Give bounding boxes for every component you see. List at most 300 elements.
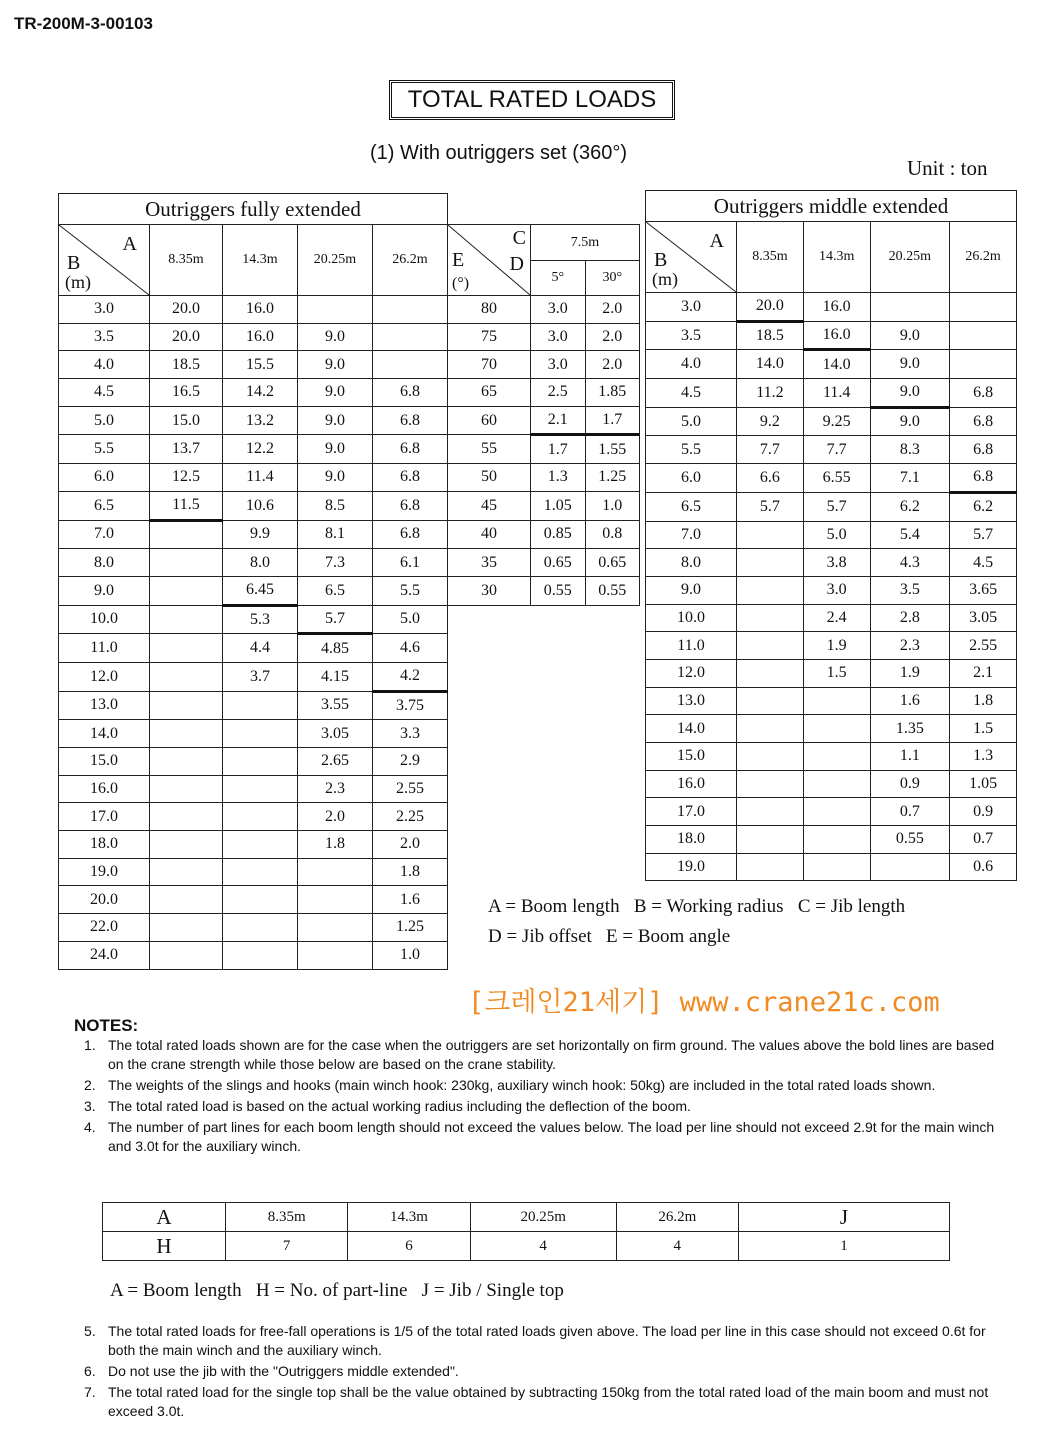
load-cell	[737, 826, 804, 854]
load-cell	[298, 914, 373, 942]
middle-corner-cell	[646, 222, 737, 293]
load-cell	[737, 770, 804, 798]
fully-extended-header: Outriggers fully extended	[59, 194, 448, 225]
note-text: The total rated load is based on the actual working radius including the deflection of the boom.	[108, 1098, 691, 1114]
load-cell: 7.3	[298, 549, 373, 577]
load-cell: 8.0	[223, 549, 298, 577]
table-row	[59, 748, 640, 776]
radius-cell: 19.0	[59, 858, 150, 886]
note-text: The number of part lines for each boom length should not exceed the values below. The load per line should not exceed 2.9t for the main winch and 3.0t for the auxiliary winch.	[108, 1119, 995, 1154]
table-row	[646, 521, 1017, 549]
corner-m-label: (m)	[65, 272, 91, 292]
part-boom-cell: J	[739, 1203, 950, 1232]
radius-cell: 4.0	[646, 350, 737, 379]
table-row	[59, 406, 640, 435]
radius-cell: 6.5	[59, 491, 150, 520]
load-cell: 4.2	[373, 662, 448, 691]
load-cell: 6.8	[373, 379, 448, 407]
load-cell: 6.8	[373, 406, 448, 435]
load-cell	[223, 691, 298, 720]
table-row	[59, 464, 640, 492]
radius-cell: 15.0	[59, 748, 150, 776]
boom-col-header: 14.3m	[223, 225, 298, 296]
load-cell: 6.8	[373, 464, 448, 492]
load-cell: 1.5	[950, 715, 1017, 743]
load-cell: 3.3	[373, 720, 448, 748]
jib-load-cell: 0.55	[531, 576, 586, 605]
note-item	[84, 1362, 1004, 1381]
table-row	[646, 350, 1017, 379]
load-cell: 3.05	[298, 720, 373, 748]
note-number: 2.	[84, 1077, 96, 1093]
load-cell	[737, 798, 804, 826]
load-cell: 5.7	[737, 492, 804, 521]
load-cell: 3.65	[950, 576, 1017, 604]
table-row	[59, 634, 640, 663]
part-row-header: H	[103, 1232, 226, 1261]
radius-cell: 24.0	[59, 941, 150, 969]
radius-cell: 16.0	[59, 775, 150, 803]
part-count-cell: 7	[226, 1232, 348, 1261]
load-cell	[803, 826, 870, 854]
load-cell: 2.0	[298, 803, 373, 831]
table-row	[646, 549, 1017, 577]
jib-load-cell: 0.55	[585, 576, 640, 605]
boom-angle-cell: 70	[448, 351, 531, 379]
radius-cell: 14.0	[59, 720, 150, 748]
load-cell: 20.0	[150, 296, 223, 324]
table-row	[646, 715, 1017, 743]
load-cell: 12.2	[223, 435, 298, 464]
radius-cell: 4.5	[646, 379, 737, 408]
load-cell	[803, 743, 870, 771]
load-cell	[150, 831, 223, 859]
jib-header-spacer	[448, 194, 640, 225]
load-cell: 5.0	[803, 521, 870, 549]
blank-cell	[448, 858, 640, 886]
load-cell	[803, 798, 870, 826]
load-cell	[298, 296, 373, 324]
table-row	[59, 435, 640, 464]
note-item	[84, 1097, 1004, 1116]
jib-load-cell: 1.0	[585, 491, 640, 520]
watermark: [크레인21세기] www.crane21c.com	[468, 987, 940, 1018]
load-cell	[223, 858, 298, 886]
load-cell	[150, 858, 223, 886]
load-cell	[737, 853, 804, 881]
table-row	[646, 464, 1017, 493]
note-number: 1.	[84, 1037, 96, 1053]
load-cell: 14.0	[737, 350, 804, 379]
table-row	[59, 549, 640, 577]
jib-d-label: D	[509, 253, 524, 275]
radius-cell: 12.0	[59, 662, 150, 691]
load-cell	[737, 715, 804, 743]
load-cell: 1.5	[803, 659, 870, 687]
load-cell: 6.55	[803, 464, 870, 493]
jib-offset-header: 30°	[602, 270, 623, 285]
load-cell: 0.7	[870, 798, 950, 826]
boom-angle-cell: 40	[448, 520, 531, 549]
middle-extended-table	[645, 190, 1017, 881]
load-cell	[223, 748, 298, 776]
load-cell: 2.8	[870, 604, 950, 632]
load-cell	[803, 853, 870, 881]
jib-deg-label: (°)	[452, 275, 470, 292]
note-text: The total rated loads shown are for the case when the outriggers are set horizontally on firm ground. The values above the bold lines are based on the crane strength while those below are based on the crane stability.	[108, 1037, 995, 1072]
load-cell: 1.8	[298, 831, 373, 859]
table-row	[646, 687, 1017, 715]
radius-cell: 9.0	[59, 576, 150, 605]
table-row	[59, 576, 640, 605]
note-number: 3.	[84, 1098, 96, 1114]
load-cell: 2.65	[298, 748, 373, 776]
load-cell: 9.0	[870, 350, 950, 379]
note-item	[84, 1118, 1004, 1156]
boom-col-header: 14.3m	[803, 222, 870, 293]
load-cell	[223, 941, 298, 969]
load-cell: 11.4	[803, 379, 870, 408]
radius-cell: 10.0	[59, 605, 150, 634]
load-cell: 1.1	[870, 743, 950, 771]
load-cell: 5.4	[870, 521, 950, 549]
document-id: TR-200M-3-00103	[14, 14, 153, 33]
radius-cell: 8.0	[59, 549, 150, 577]
load-cell	[298, 886, 373, 914]
note-item	[84, 1076, 1004, 1095]
load-cell	[737, 659, 804, 687]
radius-cell: 13.0	[59, 691, 150, 720]
load-cell: 1.35	[870, 715, 950, 743]
radius-cell: 3.5	[646, 321, 737, 350]
blank-cell	[448, 748, 640, 776]
blank-cell	[448, 775, 640, 803]
boom-col-header: 20.25m	[298, 225, 373, 296]
load-cell	[803, 715, 870, 743]
load-cell: 6.2	[870, 492, 950, 521]
radius-cell: 4.0	[59, 351, 150, 379]
table-row	[646, 632, 1017, 660]
load-cell: 16.0	[803, 321, 870, 350]
table-row	[59, 775, 640, 803]
load-cell: 9.0	[870, 321, 950, 350]
load-cell: 0.6	[950, 853, 1017, 881]
radius-cell: 9.0	[646, 576, 737, 604]
note-number: 5.	[84, 1323, 96, 1339]
load-cell: 7.1	[870, 464, 950, 493]
load-cell: 14.0	[803, 350, 870, 379]
load-cell: 7.7	[737, 436, 804, 464]
load-cell	[737, 521, 804, 549]
jib-load-cell: 2.0	[585, 351, 640, 379]
load-cell	[803, 770, 870, 798]
load-cell: 0.7	[950, 826, 1017, 854]
radius-cell: 5.0	[59, 406, 150, 435]
jib-load-cell: 1.7	[585, 406, 640, 435]
load-cell: 6.8	[373, 491, 448, 520]
load-cell: 6.45	[223, 576, 298, 605]
corner-m-label: (m)	[652, 269, 678, 289]
part-boom-cell: 26.2m	[616, 1203, 738, 1232]
radius-cell: 4.5	[59, 379, 150, 407]
radius-cell: 19.0	[646, 853, 737, 881]
jib-load-cell: 2.0	[585, 323, 640, 351]
part-count-cell: 4	[470, 1232, 616, 1261]
corner-b-label: B	[67, 252, 81, 274]
part-lines-table	[102, 1202, 950, 1261]
full-corner-cell	[59, 225, 150, 296]
load-cell: 9.25	[803, 407, 870, 436]
load-cell	[223, 720, 298, 748]
table-row	[59, 351, 640, 379]
load-cell: 8.5	[298, 491, 373, 520]
jib-load-cell: 2.5	[531, 379, 586, 407]
load-cell: 0.9	[870, 770, 950, 798]
boom-angle-cell: 65	[448, 379, 531, 407]
load-cell: 7.7	[803, 436, 870, 464]
load-cell	[150, 775, 223, 803]
radius-cell: 3.0	[646, 293, 737, 322]
blank-cell	[448, 720, 640, 748]
table-row	[59, 858, 640, 886]
page-subtitle: (1) With outriggers set (360°)	[370, 142, 627, 164]
load-cell: 16.0	[223, 323, 298, 351]
legend-line-3: A = Boom length H = No. of part-line J = Jib / Single top	[110, 1280, 564, 1301]
load-cell: 5.5	[373, 576, 448, 605]
jib-load-cell: 2.0	[585, 296, 640, 324]
load-cell: 14.2	[223, 379, 298, 407]
part-count-cell: 6	[348, 1232, 470, 1261]
jib-load-cell: 1.55	[585, 435, 640, 464]
load-cell: 3.5	[870, 576, 950, 604]
load-cell	[950, 350, 1017, 379]
table-row	[646, 853, 1017, 881]
load-cell: 15.0	[150, 406, 223, 435]
load-cell: 1.8	[373, 858, 448, 886]
load-cell: 4.3	[870, 549, 950, 577]
load-cell: 9.0	[298, 406, 373, 435]
load-cell: 3.7	[223, 662, 298, 691]
notes-list	[84, 1036, 1004, 1158]
note-number: 7.	[84, 1384, 96, 1400]
load-cell: 2.3	[870, 632, 950, 660]
table-row	[59, 662, 640, 691]
load-cell: 9.0	[298, 379, 373, 407]
load-cell: 2.55	[950, 632, 1017, 660]
radius-cell: 8.0	[646, 549, 737, 577]
load-cell: 9.0	[298, 323, 373, 351]
load-cell: 1.05	[950, 770, 1017, 798]
load-cell: 5.3	[223, 605, 298, 634]
load-cell: 3.05	[950, 604, 1017, 632]
load-cell	[373, 351, 448, 379]
unit-label: Unit : ton	[907, 156, 988, 180]
load-cell: 2.0	[373, 831, 448, 859]
blank-cell	[448, 691, 640, 720]
load-cell	[150, 576, 223, 605]
radius-cell: 20.0	[59, 886, 150, 914]
blank-cell	[448, 803, 640, 831]
radius-cell: 5.5	[646, 436, 737, 464]
load-cell	[373, 323, 448, 351]
radius-cell: 18.0	[59, 831, 150, 859]
table-row	[59, 720, 640, 748]
table-row	[646, 492, 1017, 521]
load-cell	[737, 604, 804, 632]
boom-col-header: 8.35m	[150, 225, 223, 296]
jib-load-cell: 3.0	[531, 296, 586, 324]
radius-cell: 3.5	[59, 323, 150, 351]
radius-cell: 18.0	[646, 826, 737, 854]
load-cell: 20.0	[150, 323, 223, 351]
load-cell: 11.5	[150, 491, 223, 520]
load-cell	[150, 941, 223, 969]
load-cell	[803, 687, 870, 715]
note-item	[84, 1383, 1004, 1421]
load-cell	[870, 293, 950, 322]
part-boom-cell: 20.25m	[470, 1203, 616, 1232]
blank-cell	[448, 605, 640, 634]
note-text: The total rated loads for free-fall operations is 1/5 of the total rated loads given above. The load per line in this case should not exceed 0.6t for both the main winch and the auxiliary winch.	[108, 1323, 986, 1358]
load-cell: 3.55	[298, 691, 373, 720]
page-title: TOTAL RATED LOADS	[389, 80, 675, 120]
load-cell: 11.2	[737, 379, 804, 408]
jib-load-cell: 0.65	[531, 549, 586, 577]
load-cell: 4.6	[373, 634, 448, 663]
load-cell: 3.75	[373, 691, 448, 720]
load-cell: 1.8	[950, 687, 1017, 715]
jib-offset-header: 5°	[531, 261, 586, 295]
radius-cell: 11.0	[59, 634, 150, 663]
table-row	[59, 691, 640, 720]
legend-line-2: D = Jib offset E = Boom angle	[488, 926, 731, 947]
radius-cell: 7.0	[646, 521, 737, 549]
load-cell: 20.0	[737, 293, 804, 322]
load-cell: 1.3	[950, 743, 1017, 771]
jib-length-header	[531, 225, 640, 296]
load-cell: 6.8	[950, 464, 1017, 493]
load-cell: 1.9	[803, 632, 870, 660]
boom-angle-cell: 75	[448, 323, 531, 351]
load-cell	[223, 803, 298, 831]
jib-load-cell: 3.0	[531, 351, 586, 379]
load-cell: 9.9	[223, 520, 298, 549]
jib-load-cell: 0.65	[585, 549, 640, 577]
notes-list	[84, 1322, 1004, 1423]
load-cell: 2.55	[373, 775, 448, 803]
jib-load-cell: 0.8	[585, 520, 640, 549]
load-cell: 8.3	[870, 436, 950, 464]
boom-angle-cell: 60	[448, 406, 531, 435]
jib-c-label: C	[512, 227, 526, 249]
load-cell: 6.2	[950, 492, 1017, 521]
load-cell: 6.8	[950, 379, 1017, 408]
load-cell: 9.0	[298, 464, 373, 492]
blank-cell	[448, 662, 640, 691]
load-cell	[298, 858, 373, 886]
boom-angle-cell: 30	[448, 576, 531, 605]
radius-cell: 6.5	[646, 492, 737, 521]
jib-load-cell: 1.3	[531, 464, 586, 492]
load-cell	[150, 748, 223, 776]
jib-load-cell: 0.85	[531, 520, 586, 549]
load-cell: 13.7	[150, 435, 223, 464]
boom-angle-cell: 55	[448, 435, 531, 464]
load-cell: 4.5	[950, 549, 1017, 577]
note-text: The total rated load for the single top shall be the value obtained by subtracting 150kg from the total rated load of the main boom and must not exceed 3.0t.	[108, 1384, 989, 1419]
radius-cell: 14.0	[646, 715, 737, 743]
jib-length: 7.5m	[531, 225, 639, 261]
jib-load-cell: 1.7	[531, 435, 586, 464]
load-cell: 12.5	[150, 464, 223, 492]
table-row	[59, 605, 640, 634]
radius-cell: 15.0	[646, 743, 737, 771]
table-row	[646, 436, 1017, 464]
boom-angle-cell: 50	[448, 464, 531, 492]
load-cell: 6.5	[298, 576, 373, 605]
boom-col-header: 20.25m	[870, 222, 950, 293]
load-cell: 18.5	[150, 351, 223, 379]
part-count-cell: 4	[616, 1232, 738, 1261]
table-row	[646, 379, 1017, 408]
blank-cell	[448, 831, 640, 859]
load-cell: 1.9	[870, 659, 950, 687]
load-cell: 2.3	[298, 775, 373, 803]
load-cell: 5.0	[373, 605, 448, 634]
load-cell: 1.25	[373, 914, 448, 942]
note-text: The weights of the slings and hooks (main winch hook: 230kg, auxiliary winch hook: 50kg) are included in the total rated loads shown.	[108, 1077, 936, 1093]
load-cell: 3.8	[803, 549, 870, 577]
corner-a-label: A	[122, 233, 137, 255]
table-row	[646, 407, 1017, 436]
radius-cell: 5.5	[59, 435, 150, 464]
load-cell: 16.0	[223, 296, 298, 324]
radius-cell: 10.0	[646, 604, 737, 632]
load-cell: 3.0	[803, 576, 870, 604]
load-cell: 6.8	[373, 435, 448, 464]
part-boom-cell: 8.35m	[226, 1203, 348, 1232]
part-boom-cell: 14.3m	[348, 1203, 470, 1232]
table-row	[646, 743, 1017, 771]
table-row	[59, 379, 640, 407]
boom-col-header: 8.35m	[737, 222, 804, 293]
notes-title: NOTES:	[74, 1016, 139, 1035]
jib-load-cell: 1.05	[531, 491, 586, 520]
radius-cell: 17.0	[59, 803, 150, 831]
radius-cell: 3.0	[59, 296, 150, 324]
boom-angle-cell: 80	[448, 296, 531, 324]
load-cell	[737, 576, 804, 604]
jib-load-cell: 1.85	[585, 379, 640, 407]
table-row	[59, 323, 640, 351]
load-cell	[298, 941, 373, 969]
table-row	[646, 576, 1017, 604]
radius-cell: 12.0	[646, 659, 737, 687]
note-item	[84, 1322, 1004, 1360]
load-cell	[223, 831, 298, 859]
load-cell: 9.0	[298, 351, 373, 379]
radius-cell: 11.0	[646, 632, 737, 660]
load-cell: 6.1	[373, 549, 448, 577]
load-cell: 6.6	[737, 464, 804, 493]
table-row	[646, 826, 1017, 854]
load-cell	[737, 549, 804, 577]
load-cell	[150, 803, 223, 831]
load-cell: 5.7	[950, 521, 1017, 549]
jib-load-cell: 3.0	[531, 323, 586, 351]
load-cell: 1.0	[373, 941, 448, 969]
load-cell	[150, 720, 223, 748]
